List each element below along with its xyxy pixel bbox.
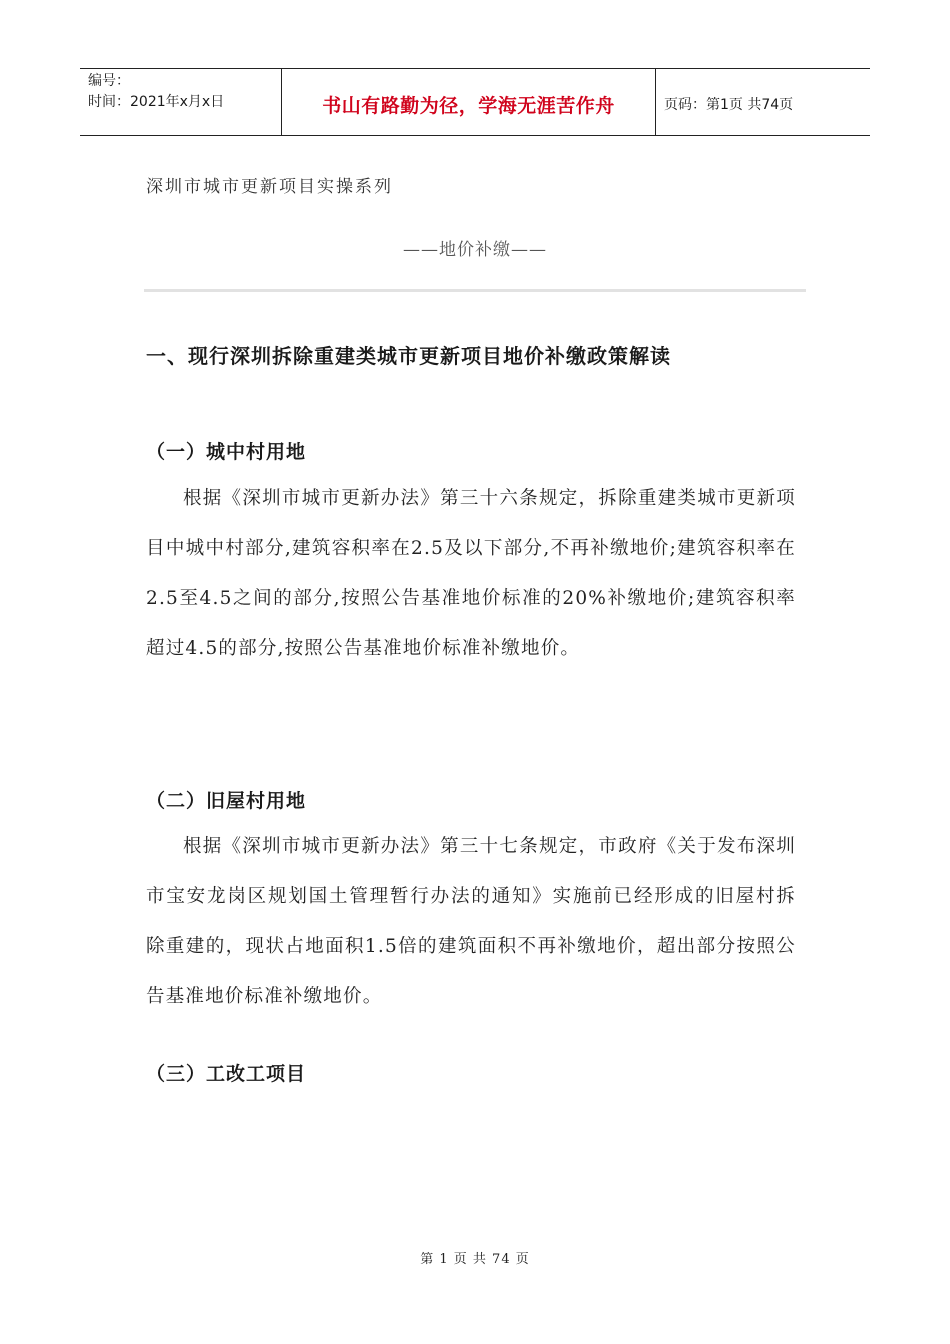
header-time-label: 时间：2021年x月x日	[88, 94, 225, 110]
series-title: 深圳市城市更新项目实操系列	[146, 177, 393, 197]
subsection-paragraph-1: 根据《深圳市城市更新办法》第三十六条规定，拆除重建类城市更新项目中城中村部分,建筑容积率在2.5及以下部分,不再补缴地价;建筑容积率在2.5至4.5之间的部分,按照公告基准地价标准的20%补缴地价;建筑容积率超过4.5的部分,按照公告基准地价标准补缴地价。	[146, 488, 796, 659]
page-footer: 第 1 页 共 74 页	[420, 1252, 530, 1267]
header-number-label: 编号：	[88, 73, 130, 89]
subsection-heading-2: （二）旧屋村用地	[146, 790, 307, 812]
subsection-heading-3: （三）工改工项目	[146, 1063, 307, 1085]
header-motto: 书山有路勤为径，学海无涯苦作舟	[282, 69, 656, 135]
header-page-info: 页码：第1页 共74页	[664, 97, 794, 113]
subsection-heading-1: （一）城中村用地	[146, 441, 307, 463]
header-meta-cell	[80, 69, 282, 135]
page-header	[80, 68, 870, 136]
section-heading: 一、现行深圳拆除重建类城市更新项目地价补缴政策解读	[146, 344, 671, 368]
sub-title: ——地价补缴——	[403, 240, 547, 260]
divider	[144, 289, 806, 292]
subsection-paragraph-2: 根据《深圳市城市更新办法》第三十七条规定，市政府《关于发布深圳市宝安龙岗区规划国土管理暂行办法的通知》实施前已经形成的旧屋村拆除重建的，现状占地面积1.5倍的建筑面积不再补缴地价，超出部分按照公告基准地价标准补缴地价。	[146, 836, 796, 1007]
